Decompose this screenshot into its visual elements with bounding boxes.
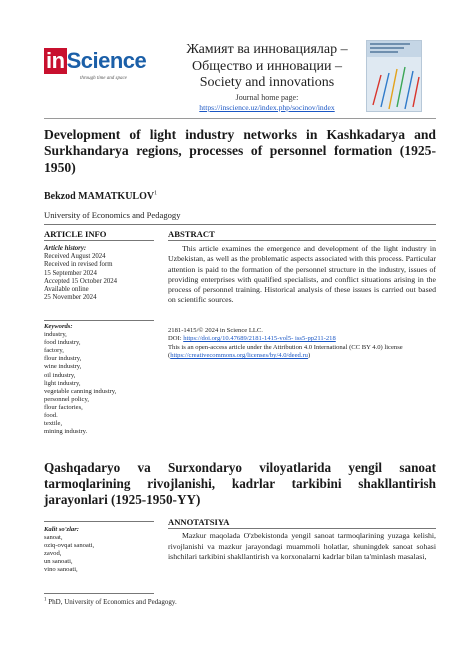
abstract-body xyxy=(168,244,436,306)
keyword-item: personnel policy, xyxy=(44,395,89,403)
cover-arrows-graphic xyxy=(367,55,422,112)
uz-keyword-item: sanoat, xyxy=(44,534,63,542)
journal-cover-image xyxy=(366,40,422,112)
article-info-heading: ARTICLE INFO xyxy=(44,229,107,239)
doi-line: DOI: https://doi.org/10.47689/2181-1415-vol5- iss5-pp211-218 xyxy=(168,335,336,343)
keyword-item: textile, xyxy=(44,420,63,428)
affiliation-divider xyxy=(44,224,436,225)
journal-home-label: Journal home page: xyxy=(235,92,299,102)
author-footnote-mark[interactable]: 1 xyxy=(154,190,158,197)
logo-tagline: through time and space xyxy=(80,76,127,81)
uz-abstract-divider xyxy=(168,528,436,529)
abstract-text: This article examines the emergence and development of the light industry in Uzbekistan, as well as the problematic aspects associated with this process. Particular attention is paid to the formation of the personnel structure in the industry, issues of providing enterprises with qualified specialists, and conflict situations arising in the process of personnel training. Historical analysis of these issues is carried out based on scientific sources. xyxy=(168,244,436,305)
history-line: Accepted 15 October 2024 xyxy=(44,277,118,285)
journal-title-ru: Общество и инновации – xyxy=(191,58,342,74)
abstract-heading: ABSTRACT xyxy=(168,229,215,239)
doi-link[interactable]: https://doi.org/10.47689/2181-1415-vol5- iss5-pp211-218 xyxy=(183,335,336,343)
article-title: Development of light industry networks in Kashkadarya and Surkhandarya regions, processes of personnel formation (1925-1950) xyxy=(44,127,436,175)
keywords-divider xyxy=(44,320,154,321)
uz-keywords-list xyxy=(44,526,154,575)
article-meta xyxy=(168,327,436,361)
uz-abstract-heading: ANNOTATSIYA xyxy=(168,517,230,527)
uz-keyword-item: un sanoati, xyxy=(44,558,73,566)
history-line: Received August 2024 xyxy=(44,253,106,261)
issn-line: 2181-1415/© 2024 in Science LLC. xyxy=(168,327,263,334)
keyword-item: industry, xyxy=(44,331,67,339)
journal-home-link[interactable]: https://inscience.uz/index.php/socinov/index xyxy=(199,102,335,112)
author-affiliation: University of Economics and Pedagogy xyxy=(44,210,181,220)
keywords-label: Keywords: xyxy=(44,323,73,330)
keyword-item: flour factories, xyxy=(44,403,83,411)
history-line: 15 September 2024 xyxy=(44,269,97,277)
keyword-item: food industry, xyxy=(44,339,81,347)
journal-header xyxy=(44,38,436,116)
inscience-logo xyxy=(44,48,162,94)
keyword-item: food. xyxy=(44,412,58,420)
logo-science: Science xyxy=(66,48,147,73)
keyword-item: wine industry, xyxy=(44,363,82,371)
abstract-divider xyxy=(168,240,436,241)
journal-title-en: Society and innovations xyxy=(199,75,335,90)
history-line: Available online xyxy=(44,286,89,294)
logo-in: in xyxy=(46,48,65,73)
uz-keyword-item: vino sanoati, xyxy=(44,566,78,574)
uz-abstract-text: Mazkur maqolada O'zbekistonda yengil sanoat tarmoqlarining yuzaga kelishi, rivojlanishi va mazkur jarayondagi muammoli holatlar, shuningdek sanoat sohasi ishchilari tarkibini shakllantirish va korxonalarni kadrlar bilan ta'minlash masalasi, xyxy=(168,531,436,562)
uz-keyword-item: zavod, xyxy=(44,550,62,558)
header-divider xyxy=(44,118,436,119)
author-name: Bekzod MAMATKULOV$^1$ xyxy=(44,190,158,202)
license-line: This is an open-access article under the Attribution 4.0 International (CC BY 4.0) license (https://creativecommons.org/licenses/by/4.0/deed.ru) xyxy=(168,343,403,360)
keyword-item: light industry, xyxy=(44,379,81,387)
keyword-item: flour industry, xyxy=(44,355,82,363)
history-line: 25 November 2024 xyxy=(44,294,97,302)
keyword-item: vegetable canning industry, xyxy=(44,387,117,395)
uz-keyword-item: oziq-ovqat sanoati, xyxy=(44,542,95,550)
article-history-label: Article history: xyxy=(44,245,87,252)
uz-abstract-body xyxy=(168,531,436,563)
keywords-list xyxy=(44,323,154,436)
footnote-divider xyxy=(44,593,154,594)
license-link[interactable]: https://creativecommons.org/licenses/by/4.0/deed.ru xyxy=(170,352,308,360)
keyword-item: factory, xyxy=(44,347,64,355)
uz-keywords-divider xyxy=(44,521,154,522)
keyword-item: oil industry, xyxy=(44,371,76,379)
uz-article-title: Qashqadaryo va Surxondaryo viloyatlarida yengil sanoat tarmoqlarining rivojlanishi, kadrlar tarkibini shakllantirish jarayonlari (1925-1950-YY) xyxy=(44,460,436,507)
keyword-item: mining industry. xyxy=(44,428,88,436)
history-line: Received in revised form xyxy=(44,261,113,269)
article-history xyxy=(44,245,154,302)
journal-title-ru-uz: Жамият ва инновациялар – xyxy=(186,42,348,57)
journal-title-block xyxy=(162,42,372,113)
uz-keywords-label: Kalit so'zlar: xyxy=(44,526,79,533)
footnote: $^1$ PhD, University of Economics and Pedagogy. xyxy=(44,597,177,606)
article-info-divider xyxy=(44,240,154,241)
